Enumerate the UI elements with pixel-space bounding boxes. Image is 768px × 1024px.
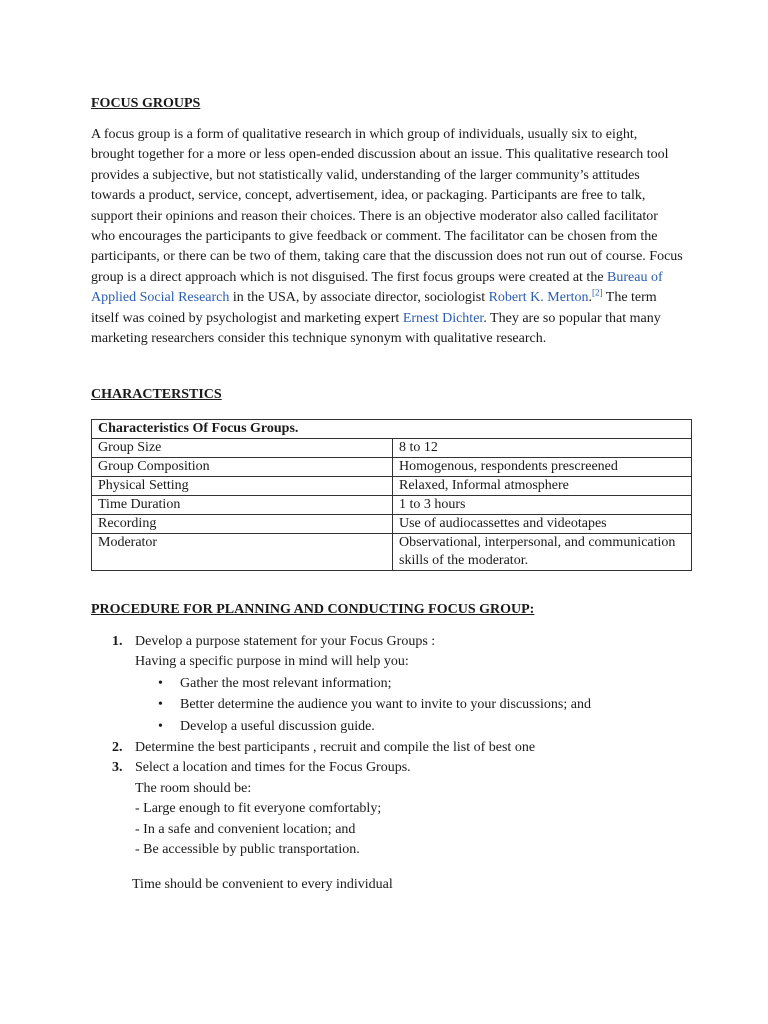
table-row xyxy=(92,496,692,515)
reference-link-2[interactable]: [2] xyxy=(592,287,603,298)
table-cell-label: Group Size xyxy=(92,439,393,458)
step-number: 2. xyxy=(112,740,123,756)
list-item xyxy=(90,738,690,758)
table-cell-label: Recording xyxy=(92,515,393,534)
step-number: 3. xyxy=(112,760,123,776)
room-requirement-line: The room should be: xyxy=(135,780,252,796)
step-text: Develop a purpose statement for your Focus Groups : xyxy=(135,634,436,649)
table-cell-value: Relaxed, Informal atmosphere xyxy=(393,477,692,496)
intro-paragraph xyxy=(91,125,683,349)
bullet-icon: • xyxy=(158,718,163,734)
procedure-heading: PROCEDURE FOR PLANNING AND CONDUCTING FOCUS GROUP: xyxy=(91,602,535,617)
room-requirement-line: - Be accessible by public transportation. xyxy=(135,842,360,858)
link-robert-k-merton[interactable]: Robert K. Merton xyxy=(488,290,589,306)
table-row xyxy=(92,534,692,571)
bullet-text: Develop a useful discussion guide. xyxy=(180,718,375,734)
step-text: Determine the best participants , recruit and compile the list of best one xyxy=(135,740,536,756)
bullet-icon: • xyxy=(158,697,163,713)
table-title-row xyxy=(92,420,692,439)
link-bureau-applied-social-research[interactable]: Bureau of Applied Social Research xyxy=(91,269,663,306)
table-cell-label: Time Duration xyxy=(92,496,393,515)
list-item xyxy=(158,695,690,715)
characteristics-table xyxy=(91,419,692,571)
closing-text: Time should be convenient to every individual xyxy=(132,877,393,892)
table-cell-value: Use of audiocassettes and videotapes xyxy=(393,515,692,534)
table-cell-label: Moderator xyxy=(92,534,393,571)
table-cell-label: Physical Setting xyxy=(92,477,393,496)
procedure-steps-list xyxy=(90,632,690,860)
table-cell-value: 1 to 3 hours xyxy=(393,496,692,515)
para-text-5: . They are so popular that many marketing researchers consider this technique synonym with qualitative research. xyxy=(91,310,661,347)
bullet-icon: • xyxy=(158,675,163,691)
step-number: 1. xyxy=(112,634,123,649)
table-cell-value: Homogenous, respondents prescreened xyxy=(393,458,692,477)
para-text-3: . xyxy=(588,290,593,306)
para-text-1: A focus group is a form of qualitative research in which group of individuals, usually six to eight, brought together for a more or less open-ended discussion about an issue. This qualitative research tool provides a subjective, but not statistically valid, understanding of the larger community’s attitudes towards a product, service, concept, advertisement, idea, or packaging. Participants are free to talk, support their opinions and reason their choices. There is an objective moderator also called facilitator who encourages the participants to give feedback or comment. The facilitator can be chosen from the participants, or there can be two of them, taking care that the discussion does not run out of course. Focus group is a direct approach which is not disguised. The first focus groups were created at the xyxy=(91,127,683,285)
step-subtext: Having a specific purpose in mind will help you: xyxy=(135,654,409,670)
table-row xyxy=(92,458,692,477)
table-row xyxy=(92,477,692,496)
table-cell-value: Observational, interpersonal, and communication skills of the moderator. xyxy=(393,534,692,571)
step-text: Select a location and times for the Focus Groups. xyxy=(135,760,411,776)
characteristics-heading: CHARACTERSTICS xyxy=(91,387,222,402)
room-requirement-line: - In a safe and convenient location; and xyxy=(135,821,356,837)
table-title: Characteristics Of Focus Groups. xyxy=(92,420,692,439)
link-ernest-dichter[interactable]: Ernest Dichter xyxy=(402,310,484,326)
table-row xyxy=(92,439,692,458)
focus-groups-heading: FOCUS GROUPS xyxy=(91,96,201,111)
purpose-bullet-list xyxy=(135,674,690,737)
table-row xyxy=(92,515,692,534)
list-item xyxy=(158,674,690,694)
table-cell-label: Group Composition xyxy=(92,458,393,477)
list-item xyxy=(90,632,690,737)
list-item xyxy=(158,717,690,737)
para-text-4: The term itself was coined by psychologist and marketing expert xyxy=(91,290,657,326)
room-requirement-line: - Large enough to fit everyone comfortably; xyxy=(135,801,382,817)
table-cell-value: 8 to 12 xyxy=(393,439,692,458)
bullet-text: Better determine the audience you want to invite to your discussions; and xyxy=(180,697,591,713)
bullet-text: Gather the most relevant information; xyxy=(180,675,392,691)
list-item xyxy=(90,758,690,860)
para-text-2: in the USA, by associate director, sociologist xyxy=(229,290,489,306)
